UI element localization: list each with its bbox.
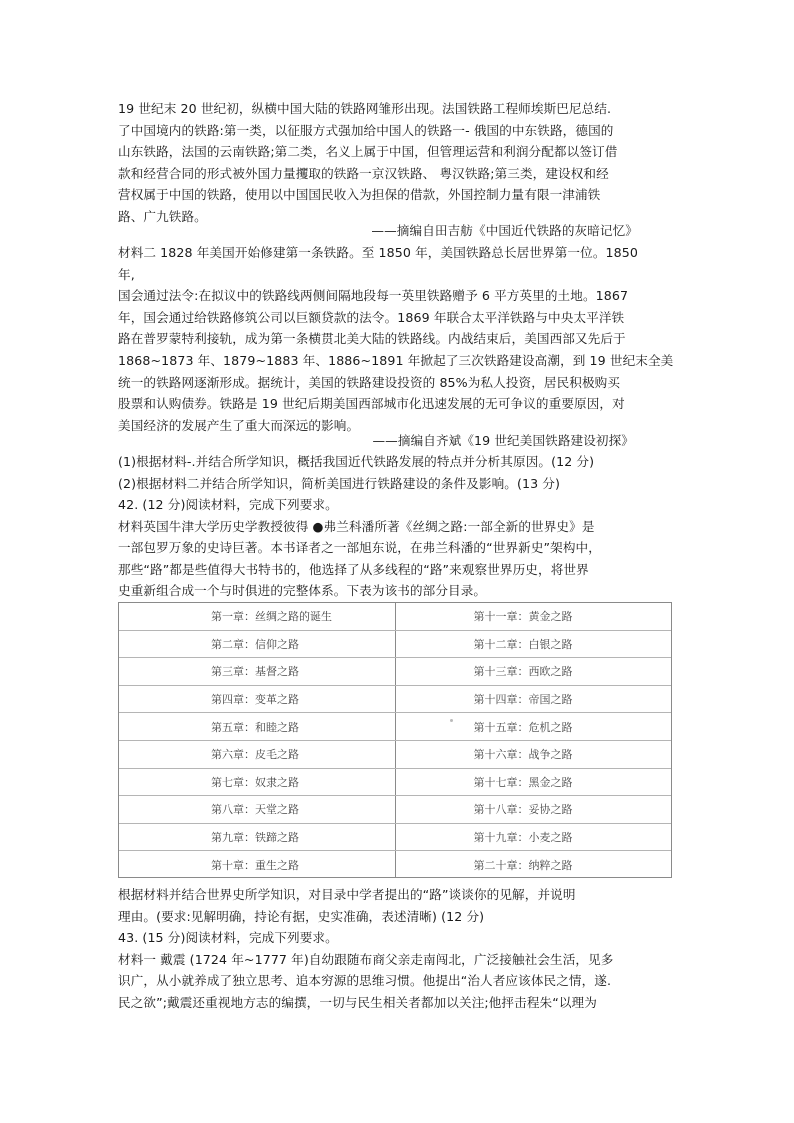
text-line: 路、广九铁路。 [118,208,207,224]
text-line: 理由。(要求:见解明确，持论有据，史实准确，表述清晰) (12 分) [118,908,485,924]
text-line: 年, [118,266,135,282]
text-line: 一部包罗万象的史诗巨著。本书译者之一部旭东说，在弗兰科潘的“世界新史”架构中， [118,540,601,556]
table-row [119,685,671,713]
q42-section [118,494,678,602]
text-line: 国会通过法令:在拟议中的铁路线两侧间隔地段每一英里铁路赠予 6 平方英里的土地。1867 [118,288,629,304]
table-row [119,740,671,768]
text-line: 材料二 1828 年美国开始修建第一条铁路。至 1850 年，美国铁路总长居世界第一位。1850 [118,245,638,260]
question-header: 43. (15 分)阅读材料，完成下列要求。 [118,930,338,945]
q41-source1 [118,220,638,242]
toc-cell: 第二章：信仰之路 [119,630,395,658]
toc-cell: 第十一章：黄金之路 [395,603,671,630]
text-line: 根据材料并结合世界史所学知识，对目录中学者提出的“路”谈谈你的见解，并说明 [118,887,576,902]
text-line: 19 世纪末 20 世纪初，纵横中国大陆的铁路网雏形出现。法国铁路工程师埃斯巴尼总结. [118,101,612,116]
text-line: 年，国会通过给铁路修筑公司以巨额贷款的法令。1869 年联合太平洋铁路与中央太平洋铁 [118,309,625,325]
source-citation: ——摘编自田吉舫《中国近代铁路的灰暗记忆》 [371,223,638,238]
q41-source2 [118,430,634,452]
table-row [119,630,671,658]
text-line: 营权属于中国的铁路，使用以中国国民收入为担保的借款，外国控制力量有限一津浦铁 [118,187,601,203]
toc-table [119,603,671,878]
table-row [119,768,671,796]
text-line: 统一的铁路网逐渐形成。据统计，美国的铁路建设投资的 85%为私人投资，居民积极购买 [118,374,621,390]
toc-cell: 第十九章：小麦之路 [395,823,671,851]
text-line: 山东铁路，法国的云南铁路;第二类，名义上属于中国，但管理运营和利润分配都以签订借 [118,144,618,160]
text-line: 路在普罗蒙特利接轨，成为第一条横贯北美大陆的铁路线。内战结束后，美国西部又先后于 [118,331,626,347]
toc-cell: 第六章：皮毛之路 [119,740,395,768]
text-line: 材料英国牛津大学历史学教授彼得 ●弗兰科潘所著《丝绸之路:一部全新的世界史》是 [118,518,595,534]
text-line: 1868~1873 年、1879~1883 年、1886~1891 年掀起了三次铁路建设高潮，到 19 世纪末全美 [118,352,674,368]
toc-cell: 第二十章：纳粹之路 [473,858,573,872]
scan-speck [450,719,453,722]
toc-cell: 第十六章：战争之路 [395,740,671,768]
text-line: 民之欲”;戴震还重视地方志的编撰，一切与民生相关者都加以关注;他抨击程朱“以理为 [118,994,597,1010]
q41-questions [118,451,678,494]
question-2: (2)根据材料二并结合所学知识，简析美国进行铁路建设的条件及影响。(13 分) [118,475,560,491]
text-line: 那些“路”都是些值得大书特书的，他选择了从多线程的“路”来观察世界历史，将世界 [118,561,589,577]
toc-cell: 第七章：奴隶之路 [119,768,395,796]
text-line: 款和经营合同的形式被外国力量攫取的铁路一京汉铁路、 粤汉铁路;第三类，建设权和经 [118,165,609,181]
toc-cell: 第十七章：黑金之路 [395,768,671,796]
toc-cell: 第十五章：危机之路 [395,713,671,741]
toc-cell: 第三章：基督之路 [119,658,395,686]
table-row [119,603,671,630]
toc-cell: 第十二章：白银之路 [395,630,671,658]
toc-cell: 第九章：铁蹄之路 [119,823,395,851]
toc-cell: 第十八章：妥协之路 [395,796,671,824]
q43-section [118,927,678,1013]
toc-cell: 第十章：重生之路 [119,851,395,878]
text-line: 材料一 戴震 (1724 年~1777 年)自幼跟随布商父亲走南闯北，广泛接触社会生活，见多 [118,951,614,967]
toc-cell: 第五章：和睦之路 [119,713,395,741]
toc-cell: 第四章：变革之路 [119,685,395,713]
text-line: 股票和认购债券。铁路是 19 世纪后期美国西部城市化迅速发展的无可争议的重要原因，对 [118,396,625,412]
toc-cell: 第一章：丝绸之路的诞生 [119,603,395,630]
table-row [119,851,671,878]
toc-cell: 第八章：天堂之路 [119,796,395,824]
toc-cell: 第十四章：帝国之路 [395,685,671,713]
text-line: 史重新组合成一个与时俱进的完整体系。下表为该书的部分目录。 [118,583,487,599]
text-line: 美国经济的发展产生了重大而深远的影响。 [118,417,360,433]
toc-cell: 第十三章：西欧之路 [395,658,671,686]
question-1: (1)根据材料-.并结合所学知识，概括我国近代铁路发展的特点并分析其原因。(12 分) [118,454,595,469]
text-line: 了中国境内的铁路:第一类，以征服方式强加给中国人的铁路一- 俄国的中东铁路，德国的 [118,122,614,138]
table-row [119,658,671,686]
text-line: 识广，从小就养成了独立思考、追本穷源的思维习惯。他提出“治人者应该体民之情，遂. [118,973,612,989]
table-row [119,823,671,851]
table-of-contents [118,602,672,878]
table-row [119,796,671,824]
table-row [119,713,671,741]
q41-material1 [118,98,678,228]
question-header: 42. (12 分)阅读材料，完成下列要求。 [118,497,338,512]
source-citation: ——摘编自齐斌《19 世纪美国铁路建设初探》 [372,433,634,448]
q42-question [118,884,678,927]
q41-material2 [118,242,678,436]
